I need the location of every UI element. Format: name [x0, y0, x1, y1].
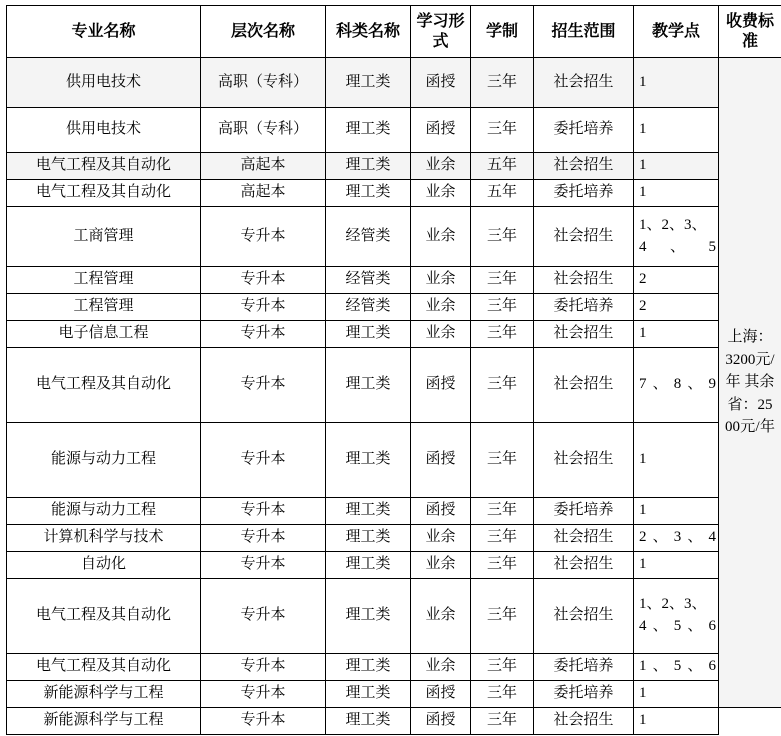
table-row — [7, 58, 781, 108]
cell-point: 1 — [634, 58, 719, 108]
cell-subject: 理工类 — [326, 708, 411, 735]
cell-length: 三年 — [471, 498, 534, 525]
cell-mode: 函授 — [411, 108, 471, 153]
cell-level: 专升本 — [201, 525, 326, 552]
cell-point: 1、2、3、4、5 — [634, 207, 719, 267]
cell-point: 1 — [634, 153, 719, 180]
cell-point: 1 — [634, 498, 719, 525]
table-row — [7, 681, 781, 708]
cell-scope: 委托培养 — [534, 108, 634, 153]
cell-subject: 理工类 — [326, 681, 411, 708]
cell-subject: 理工类 — [326, 321, 411, 348]
cell-point: 2 — [634, 294, 719, 321]
cell-point: 1 — [634, 321, 719, 348]
cell-major: 计算机科学与技术 — [7, 525, 201, 552]
cell-length: 三年 — [471, 348, 534, 423]
cell-level: 专升本 — [201, 498, 326, 525]
cell-level: 专升本 — [201, 423, 326, 498]
cell-point: 1 — [634, 180, 719, 207]
cell-subject: 理工类 — [326, 423, 411, 498]
cell-scope: 委托培养 — [534, 180, 634, 207]
cell-point: 7、8、9 — [634, 348, 719, 423]
table-row — [7, 654, 781, 681]
cell-scope: 社会招生 — [534, 207, 634, 267]
cell-mode: 函授 — [411, 681, 471, 708]
table-row — [7, 321, 781, 348]
cell-point: 1 — [634, 552, 719, 579]
cell-major: 工程管理 — [7, 294, 201, 321]
cell-level: 专升本 — [201, 321, 326, 348]
cell-mode: 函授 — [411, 348, 471, 423]
cell-subject: 经管类 — [326, 294, 411, 321]
cell-major: 电气工程及其自动化 — [7, 348, 201, 423]
cell-level: 高起本 — [201, 153, 326, 180]
cell-major: 电气工程及其自动化 — [7, 579, 201, 654]
cell-scope: 社会招生 — [534, 153, 634, 180]
cell-length: 五年 — [471, 153, 534, 180]
cell-length: 三年 — [471, 552, 534, 579]
cell-level: 专升本 — [201, 552, 326, 579]
cell-scope: 社会招生 — [534, 321, 634, 348]
cell-length: 三年 — [471, 525, 534, 552]
cell-major: 能源与动力工程 — [7, 498, 201, 525]
cell-point: 1、2、3、4、5、6 — [634, 579, 719, 654]
cell-mode: 业余 — [411, 552, 471, 579]
cell-subject: 理工类 — [326, 525, 411, 552]
cell-level: 专升本 — [201, 348, 326, 423]
cell-mode: 函授 — [411, 708, 471, 735]
column-header-length: 学制 — [471, 6, 534, 58]
table-row — [7, 108, 781, 153]
cell-scope: 社会招生 — [534, 525, 634, 552]
cell-level: 专升本 — [201, 654, 326, 681]
table-row — [7, 348, 781, 423]
column-header-fee: 收费标准 — [719, 6, 781, 58]
table-row — [7, 423, 781, 498]
cell-major: 自动化 — [7, 552, 201, 579]
cell-mode: 函授 — [411, 498, 471, 525]
cell-scope: 委托培养 — [534, 681, 634, 708]
cell-point: 2、3、4 — [634, 525, 719, 552]
cell-scope: 社会招生 — [534, 423, 634, 498]
cell-major: 新能源科学与工程 — [7, 681, 201, 708]
cell-subject: 理工类 — [326, 348, 411, 423]
enrollment-plan-table — [6, 5, 781, 735]
cell-subject: 理工类 — [326, 108, 411, 153]
table-row — [7, 267, 781, 294]
cell-length: 三年 — [471, 423, 534, 498]
cell-major: 工程管理 — [7, 267, 201, 294]
cell-point: 1 — [634, 423, 719, 498]
cell-level: 专升本 — [201, 207, 326, 267]
cell-subject: 理工类 — [326, 180, 411, 207]
cell-mode: 业余 — [411, 579, 471, 654]
cell-length: 三年 — [471, 294, 534, 321]
table-body — [7, 58, 781, 735]
cell-subject: 理工类 — [326, 552, 411, 579]
column-header-point: 教学点 — [634, 6, 719, 58]
cell-mode: 业余 — [411, 267, 471, 294]
cell-scope: 社会招生 — [534, 267, 634, 294]
column-header-major: 专业名称 — [7, 6, 201, 58]
column-header-level: 层次名称 — [201, 6, 326, 58]
cell-level: 专升本 — [201, 681, 326, 708]
cell-major: 电子信息工程 — [7, 321, 201, 348]
cell-mode: 业余 — [411, 180, 471, 207]
cell-length: 三年 — [471, 708, 534, 735]
cell-major: 工商管理 — [7, 207, 201, 267]
column-header-scope: 招生范围 — [534, 6, 634, 58]
cell-length: 三年 — [471, 267, 534, 294]
cell-length: 三年 — [471, 207, 534, 267]
cell-level: 高起本 — [201, 180, 326, 207]
cell-scope: 委托培养 — [534, 654, 634, 681]
cell-subject: 理工类 — [326, 654, 411, 681]
cell-point: 1 — [634, 108, 719, 153]
cell-subject: 理工类 — [326, 498, 411, 525]
table-row — [7, 708, 781, 735]
cell-level: 专升本 — [201, 267, 326, 294]
cell-mode: 业余 — [411, 153, 471, 180]
cell-length: 三年 — [471, 321, 534, 348]
table-row — [7, 207, 781, 267]
cell-scope: 社会招生 — [534, 579, 634, 654]
cell-mode: 函授 — [411, 423, 471, 498]
table-row — [7, 153, 781, 180]
table-row — [7, 579, 781, 654]
cell-level: 专升本 — [201, 294, 326, 321]
cell-fee-merged: 上海：3200元/年 其余省：2500元/年 — [719, 58, 781, 708]
table-row — [7, 498, 781, 525]
cell-mode: 业余 — [411, 321, 471, 348]
table-row — [7, 180, 781, 207]
cell-level: 高职（专科） — [201, 58, 326, 108]
cell-major: 电气工程及其自动化 — [7, 654, 201, 681]
column-header-mode: 学习形式 — [411, 6, 471, 58]
cell-mode: 业余 — [411, 654, 471, 681]
cell-major: 电气工程及其自动化 — [7, 180, 201, 207]
cell-subject: 经管类 — [326, 207, 411, 267]
cell-point: 2 — [634, 267, 719, 294]
column-header-subject: 科类名称 — [326, 6, 411, 58]
cell-major: 电气工程及其自动化 — [7, 153, 201, 180]
cell-scope: 社会招生 — [534, 348, 634, 423]
table-row — [7, 525, 781, 552]
cell-mode: 函授 — [411, 58, 471, 108]
cell-scope: 社会招生 — [534, 58, 634, 108]
cell-point: 1 — [634, 708, 719, 735]
cell-length: 三年 — [471, 58, 534, 108]
cell-scope: 社会招生 — [534, 552, 634, 579]
cell-length: 三年 — [471, 681, 534, 708]
table-row — [7, 552, 781, 579]
cell-major: 供用电技术 — [7, 58, 201, 108]
cell-mode: 业余 — [411, 525, 471, 552]
cell-mode: 业余 — [411, 207, 471, 267]
cell-scope: 委托培养 — [534, 498, 634, 525]
cell-length: 三年 — [471, 579, 534, 654]
cell-subject: 理工类 — [326, 58, 411, 108]
cell-level: 专升本 — [201, 708, 326, 735]
cell-point: 1 — [634, 681, 719, 708]
cell-subject: 理工类 — [326, 579, 411, 654]
cell-length: 五年 — [471, 180, 534, 207]
cell-level: 专升本 — [201, 579, 326, 654]
cell-scope: 委托培养 — [534, 294, 634, 321]
table-header-row — [7, 6, 781, 58]
cell-scope: 社会招生 — [534, 708, 634, 735]
cell-length: 三年 — [471, 108, 534, 153]
cell-major: 供用电技术 — [7, 108, 201, 153]
cell-major: 能源与动力工程 — [7, 423, 201, 498]
cell-level: 高职（专科） — [201, 108, 326, 153]
cell-subject: 经管类 — [326, 267, 411, 294]
cell-length: 三年 — [471, 654, 534, 681]
cell-subject: 理工类 — [326, 153, 411, 180]
cell-mode: 业余 — [411, 294, 471, 321]
cell-major: 新能源科学与工程 — [7, 708, 201, 735]
table-row — [7, 294, 781, 321]
cell-point: 1、5、6 — [634, 654, 719, 681]
